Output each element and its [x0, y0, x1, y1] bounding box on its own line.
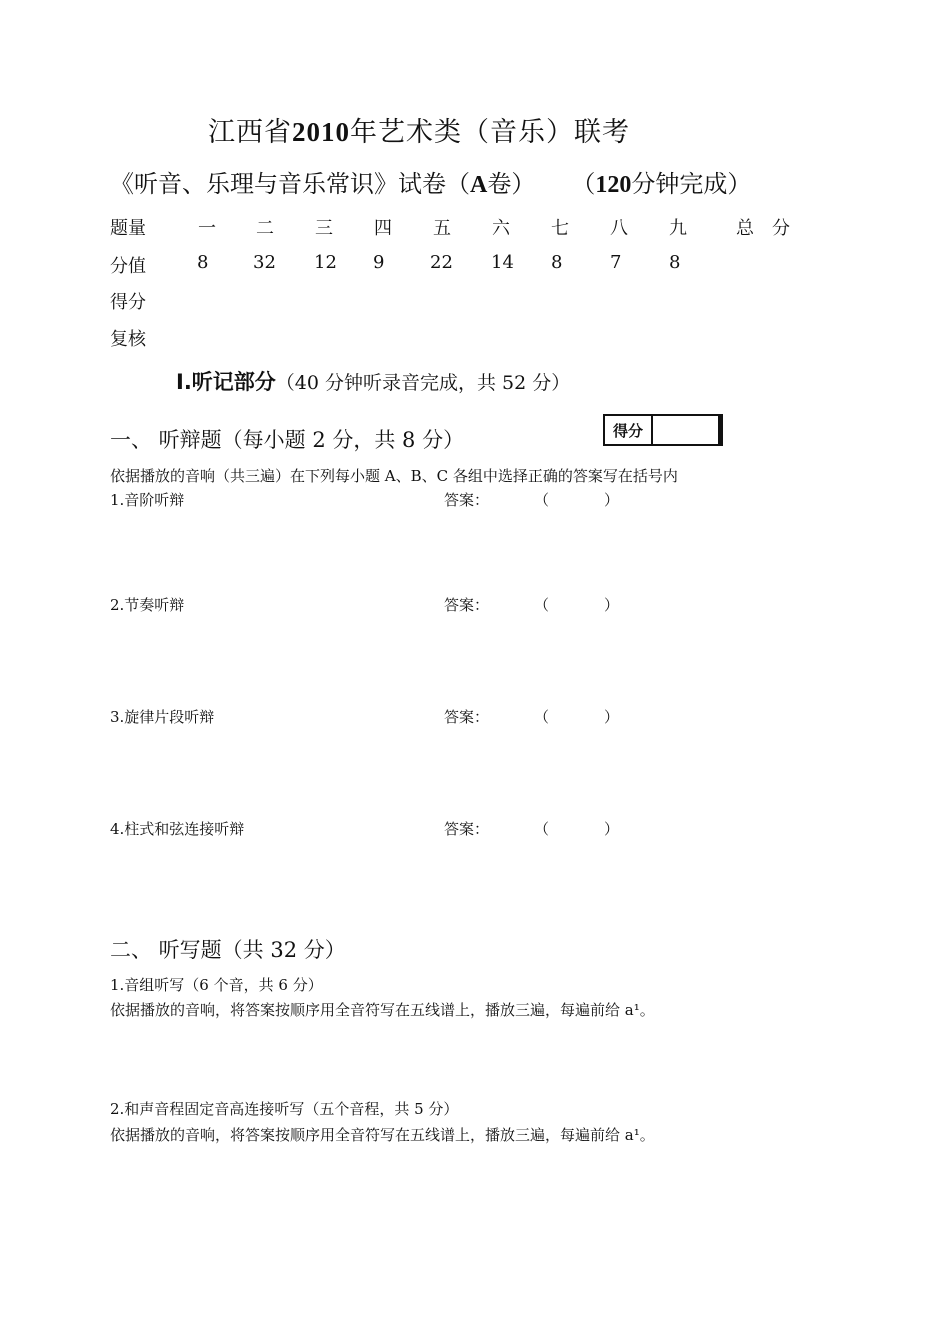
subtitle-paper-suffix: 卷） — [487, 170, 536, 198]
question-row — [110, 489, 630, 511]
subtitle-duration-minutes: 120 — [595, 172, 632, 198]
section2-item-title: 2.和声音程固定音高连接听写（五个音程，共 5 分） — [110, 1100, 459, 1118]
exam-title — [208, 110, 630, 149]
score-box-label: 得分 — [605, 416, 653, 444]
section1-score-box — [603, 414, 723, 446]
question-row — [110, 706, 630, 728]
title-year: 2010 — [292, 117, 350, 147]
answer-label: 答案： — [444, 820, 490, 838]
table-cell-total: 总 分 — [736, 218, 790, 239]
table-cell: 9 — [373, 252, 385, 273]
table-cell: 32 — [253, 252, 276, 273]
score-box-field[interactable] — [653, 416, 721, 444]
question-text: 3.旋律片段听辩 — [110, 708, 215, 726]
question-row — [110, 818, 630, 840]
section2-item-instruction: 依据播放的音响，将答案按顺序用全音符写在五线谱上，播放三遍，每遍前给 a¹。 — [110, 1126, 655, 1144]
section2-item-instruction: 依据播放的音响，将答案按顺序用全音符写在五线谱上，播放三遍，每遍前给 a¹。 — [110, 1001, 655, 1019]
part1-heading — [176, 366, 570, 396]
table-cell: 一 — [198, 218, 216, 239]
answer-paren-close[interactable]: ） — [604, 820, 620, 838]
row-label: 得分 — [110, 292, 146, 313]
table-cell: 八 — [610, 218, 628, 239]
table-cell: 九 — [669, 218, 687, 239]
exam-subtitle — [110, 164, 751, 199]
subtitle-paper-letter: A — [470, 172, 488, 198]
answer-paren-close[interactable]: ） — [604, 596, 620, 614]
answer-paren-open[interactable]: （ — [534, 708, 550, 726]
row-label: 题量 — [110, 218, 146, 239]
table-cell: 四 — [374, 218, 392, 239]
table-cell: 14 — [491, 252, 514, 273]
table-cell: 七 — [551, 218, 569, 239]
question-text: 1.音阶听辩 — [110, 491, 185, 509]
question-text: 4.柱式和弦连接听辩 — [110, 820, 245, 838]
title-rest: 年艺术类（音乐）联考 — [350, 117, 630, 148]
table-cell: 六 — [492, 218, 510, 239]
table-cell: 8 — [551, 252, 563, 273]
answer-label: 答案： — [444, 596, 490, 614]
table-cell: 五 — [433, 218, 451, 239]
answer-paren-open[interactable]: （ — [534, 491, 550, 509]
answer-paren-close[interactable]: ） — [604, 491, 620, 509]
table-cell: 7 — [610, 252, 622, 273]
table-cell: 二 — [256, 218, 274, 239]
question-row — [110, 594, 630, 616]
table-cell: 8 — [669, 252, 681, 273]
question-text: 2.节奏听辩 — [110, 596, 185, 614]
answer-label: 答案： — [444, 491, 490, 509]
table-cell: 12 — [314, 252, 337, 273]
section1-heading: 一、 听辩题（每小题 2 分，共 8 分） — [110, 428, 465, 452]
subtitle-duration-rest: 分钟完成） — [631, 170, 752, 198]
answer-label: 答案： — [444, 708, 490, 726]
table-cell: 8 — [197, 252, 209, 273]
subtitle-text: 《听音、乐理与音乐常识》试卷（ — [110, 170, 470, 198]
part1-label: Ⅰ.听记部分 — [176, 370, 276, 394]
section2-item-title: 1.音组听写（6 个音，共 6 分） — [110, 976, 323, 994]
part1-note: （40 分钟听录音完成，共 52 分） — [275, 372, 571, 394]
answer-paren-close[interactable]: ） — [604, 708, 620, 726]
section2-heading: 二、 听写题（共 32 分） — [110, 938, 346, 962]
table-cell: 22 — [430, 252, 453, 273]
title-province: 江西省 — [208, 117, 292, 148]
subtitle-duration-open: （ — [583, 170, 596, 198]
section1-instruction: 依据播放的音响（共三遍）在下列每小题 A、B、C 各组中选择正确的答案写在括号内 — [110, 467, 678, 485]
table-cell: 三 — [315, 218, 333, 239]
answer-paren-open[interactable]: （ — [534, 596, 550, 614]
row-label: 分值 — [110, 256, 146, 277]
row-label: 复核 — [110, 329, 146, 350]
answer-paren-open[interactable]: （ — [534, 820, 550, 838]
